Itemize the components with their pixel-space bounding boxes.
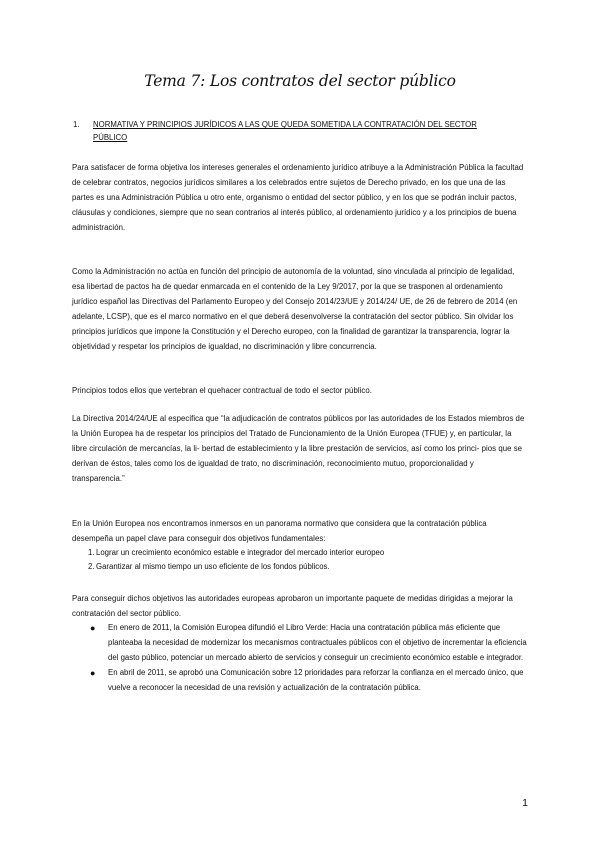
list-item: ● En abril de 2011, se aprobó una Comunicación sobre 12 prioridades para reforzar la confianza en el mercado único, que vuelve a reconocer la necesidad de una revisión y actualización de la contratación pública. xyxy=(90,668,524,693)
page-title: Tema 7: Los contratos del sector público xyxy=(144,72,456,90)
paragraph-eu-framework: En la Unión Europea nos encontramos inmersos en un panorama normativo que considera que la contratación pública desempeña un papel clave para conseguir dos objetivos fundamentales: xyxy=(72,519,487,544)
bullet-icon: ● xyxy=(90,668,96,679)
paragraph-intro: Para satisfacer de forma objetiva los intereses generales el ordenamiento jurídico atribuye a la Administración Pública la facultad de celebrar contratos, negocios jurídicos similares a los celebrados entre sujetos de Derecho privado, en los que una de las partes es una Administración Pública u otro ente, organismo o entidad del sector público, y en los que se podrán incluir pactos, cláusulas y condiciones, siempre que no sean contrarios al interés público, al ordenamiento jurídico y a los principios de buena administración. xyxy=(72,163,524,233)
list-item: 2. Garantizar al mismo tiempo un uso eficiente de los fondos públicos. xyxy=(88,562,330,571)
section-heading-text: NORMATIVA Y PRINCIPIOS JURÍDICOS A LAS QUE QUEDA SOMETIDA LA CONTRATACIÓN DEL SECTOR PÚBLICO xyxy=(93,120,477,142)
bullet-icon: ● xyxy=(90,623,96,633)
measures-list xyxy=(90,621,527,697)
paragraph-principles: Principios todos ellos que vertebran el quehacer contractual de todo el sector público. xyxy=(72,386,372,395)
page-number: 1 xyxy=(522,797,528,809)
section-number: 1. xyxy=(73,120,80,129)
paragraph-legality: Como la Administración no actúa en función del principio de autonomía de la voluntad, sino vinculada al principio de legalidad, esa libertad de pactos ha de quedar enmarcada en el contenido de la Ley 9/2017, por la que se trasponen al ordenamiento jurídico español las Directivas del Parlamento Europeo y del Consejo 2014/23/UE y 2014/24/ UE, de 26 de febrero de 2014 (en adelante, LCSP), que es el marco normativo en el que deberá desenvolverse la contratación del sector público. Sin olvidar los principios jurídicos que impone la Constitución y el Derecho europeo, con la finalidad de garantizar la transparencia, lograr la objetividad y respetar los principios de igualdad, no discriminación y libre concurrencia. xyxy=(72,267,518,352)
list-item: 1. Lograr un crecimiento económico estable e integrador del mercado interior europeo xyxy=(88,548,385,557)
section-heading xyxy=(73,118,513,144)
paragraph-directive: La Directiva 2014/24/UE al especifica que “la adjudicación de contratos públicos por las autoridades de los Estados miembros de la Unión Europea ha de respetar los principios del Tratado de Funcionamiento de la Unión Europea (TFUE) y, en particular, la libre circulación de mercancías, la li- bertad de establecimiento y la libre prestación de servicios, así como los princi- pios que se derivan de éstos, tales como los de igualdad de trato, no discriminación, reconocimiento mutuo, proporcionalidad y transparencia.” xyxy=(72,414,525,484)
objectives-list xyxy=(72,546,527,574)
list-item: ● En enero de 2011, la Comisión Europea difundió el Libro Verde: Hacia una contratación pública más eficiente que planteaba la necesidad de modernizar los mecanismos contractuales públicos con el objetivo de incrementar la eficiencia del gasto público, potenciar un mercado abierto de servicios y conseguir un crecimiento económico estable e integrador. xyxy=(90,623,527,662)
paragraph-measures: Para conseguir dichos objetivos las autoridades europeas aprobaron un importante paquete de medidas dirigidas a mejorar la contratación del sector público. xyxy=(72,594,513,619)
